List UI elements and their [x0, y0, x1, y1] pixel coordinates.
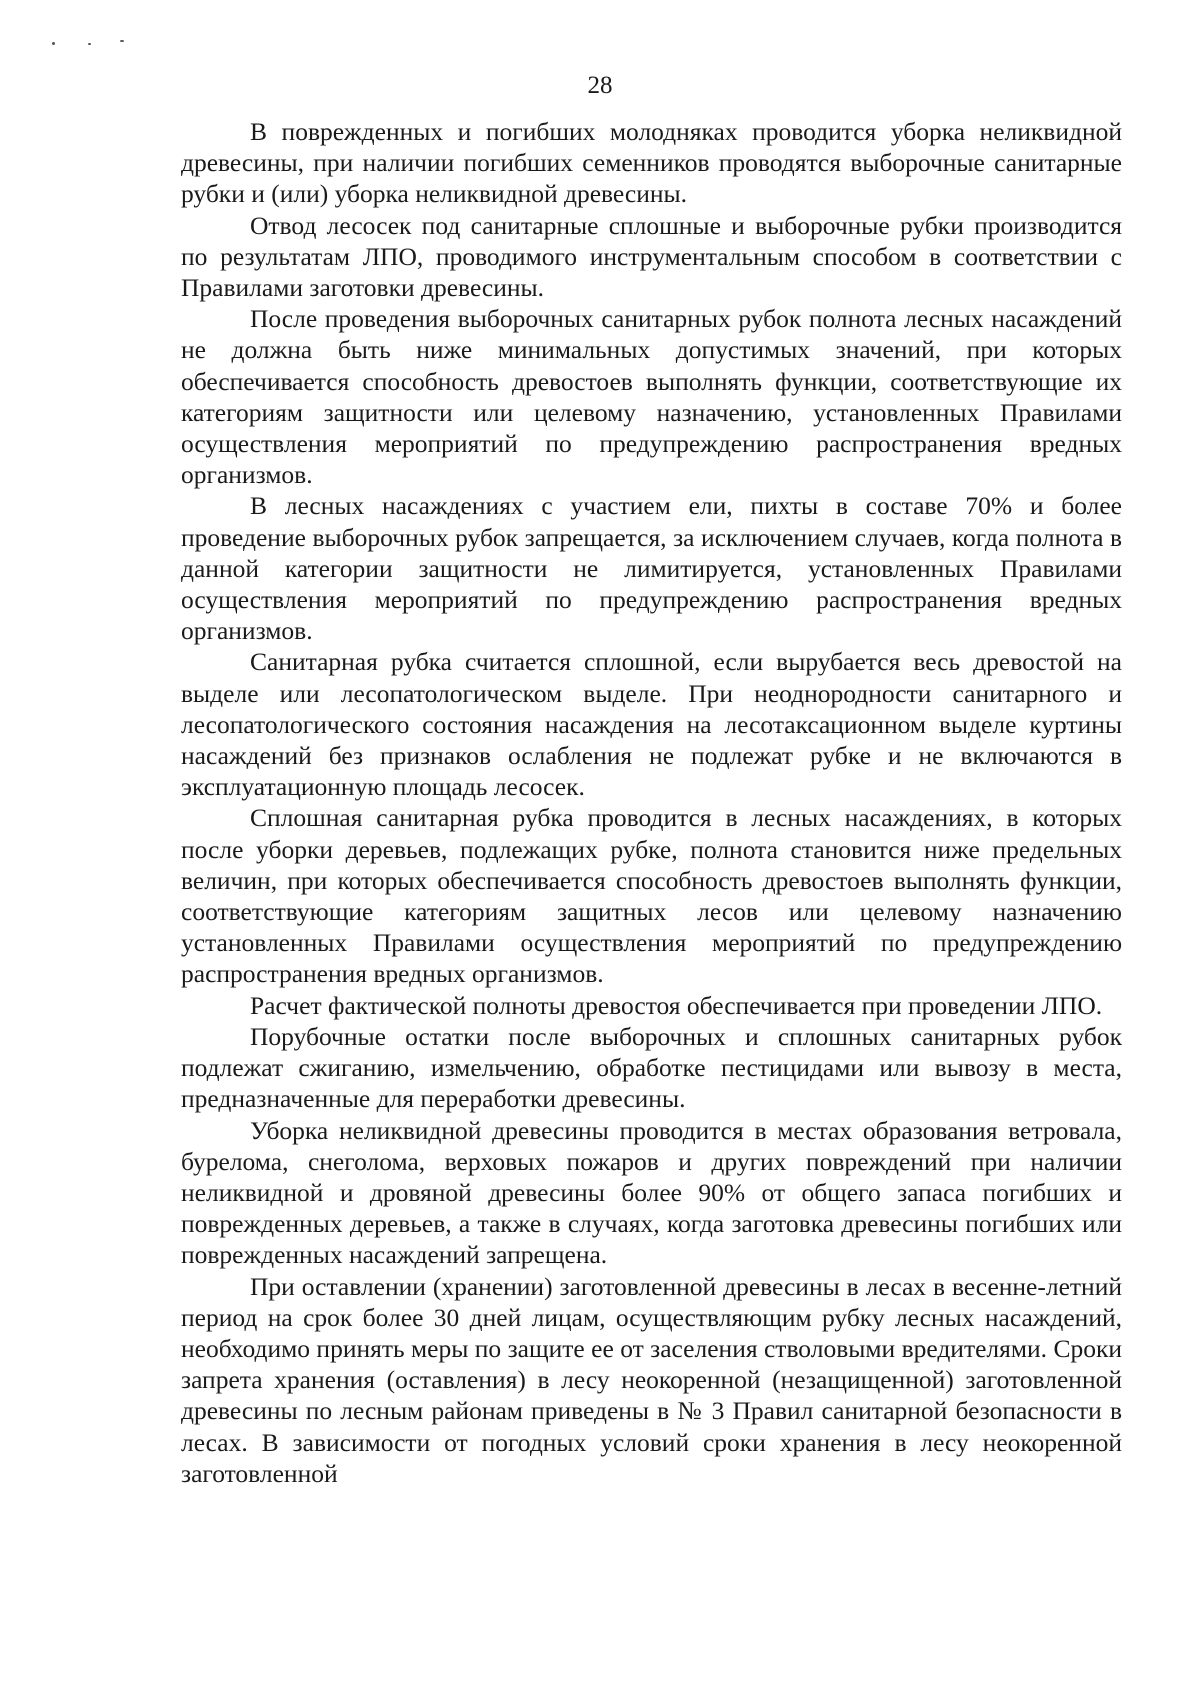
- paragraph-7: Расчет фактической полноты древостоя обеспечивается при проведении ЛПО.: [250, 990, 1103, 1020]
- paragraph-10: При оставлении (хранении) заготовленной древесины в лесах в весенне-летний период на срок более 30 дней лицам, осуществляющим рубку лесных насаждений, необходимо принять меры по защите ее от заселения стволовыми вредителями. Сроки запрета хранения (оставления) в лесу неокоренной (незащищенной) заготовленной древесины по лесным районам приведены в № 3 Правил санитарной безопасности в лесах. В зависимости от погодных условий сроки хранения в лесу неокоренной заготовленной: [181, 1271, 1122, 1488]
- scan-specks: [40, 38, 140, 48]
- paragraph-3: После проведения выборочных санитарных рубок полнота лесных насаждений не должна быть ниже минимальных допустимых значений, при которых обеспечивается способность древостоев выполнять функции, соответствующие их категориям защитности или целевому назначению, установленных Правилами осуществления мероприятий по предупреждению распространения вредных организмов.: [181, 304, 1122, 490]
- scan-speck: [52, 42, 55, 45]
- document-body: [181, 116, 1122, 1489]
- page-number: 28: [587, 72, 613, 99]
- paragraph-2: Отвод лесосек под санитарные сплошные и выборочные рубки производится по результатам ЛПО, проводимого инструментальным способом в соответствии с Правилами заготовки древесины.: [181, 210, 1122, 303]
- paragraph-8: Порубочные остатки после выборочных и сплошных санитарных рубок подлежат сжиганию, измельчению, обработке пестицидами или вывозу в места, предназначенные для переработки древесины.: [181, 1021, 1122, 1114]
- paragraph-5: Санитарная рубка считается сплошной, если вырубается весь древостой на выделе или лесопатологическом выделе. При неоднородности санитарного и лесопатологического состояния насаждения на лесотаксационном выделе куртины насаждений без признаков ослабления не подлежат рубке и не включаются в эксплуатационную площадь лесосек.: [181, 647, 1122, 802]
- paragraph-4: В лесных насаждениях с участием ели, пихты в составе 70% и более проведение выборочных рубок запрещается, за исключением случаев, когда полнота в данной категории защитности не лимитируется, установленных Правилами осуществления мероприятий по предупреждению распространения вредных организмов.: [181, 491, 1122, 646]
- paragraph-1: В поврежденных и погибших молодняках проводится уборка неликвидной древесины, при наличии погибших семенников проводятся выборочные санитарные рубки и (или) уборка неликвидной древесины.: [181, 117, 1122, 209]
- scan-speck: [120, 40, 124, 42]
- scan-speck: [88, 43, 91, 45]
- paragraph-6: Сплошная санитарная рубка проводится в лесных насаждениях, в которых после уборки деревьев, подлежащих рубке, полнота становится ниже предельных величин, при которых обеспечивается способность древостоев выполнять функции, соответствующие категориям защитных лесов или целевому назначению установленных Правилами осуществления мероприятий по предупреждению распространения вредных организмов.: [181, 803, 1122, 989]
- paragraph-9: Уборка неликвидной древесины проводится в местах образования ветровала, бурелома, снеголома, верховых пожаров и других повреждений при наличии неликвидной и дровяной древесины более 90% от общего запаса погибших и поврежденных деревьев, а также в случаях, когда заготовка древесины погибших или поврежденных насаждений запрещена.: [181, 1115, 1122, 1270]
